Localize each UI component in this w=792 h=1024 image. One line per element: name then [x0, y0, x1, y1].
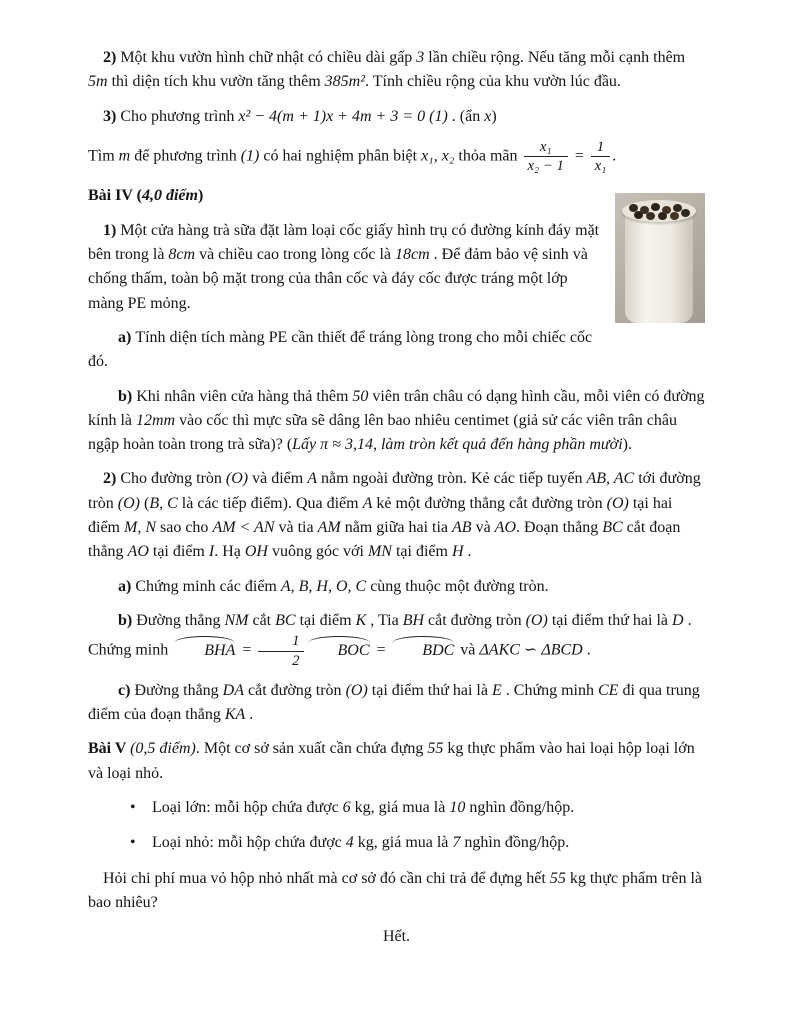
- text-run: (: [140, 494, 150, 512]
- text-run: cắt đường tròn: [244, 681, 346, 699]
- text-run: và điểm: [248, 470, 308, 488]
- angle-arc: BDC: [392, 639, 454, 663]
- text-run: để phương trình: [130, 147, 241, 165]
- text-run: . Tính chiều rộng của khu vườn lúc đầu.: [365, 73, 621, 91]
- text-run: cắt đường tròn: [424, 612, 526, 629]
- text-run: nằm ngoài đường tròn. Kẻ các tiếp tuyến: [317, 470, 587, 488]
- bullet-dot: •: [130, 798, 136, 816]
- text-run: 55: [427, 740, 444, 758]
- text-run: =: [569, 147, 589, 165]
- text-run: BC: [602, 519, 623, 537]
- text-run: viên trân châu có dạng hình cầu, mỗi viên có đường kính là: [88, 387, 705, 429]
- text-run: nghìn đồng/hộp.: [460, 834, 570, 852]
- text-run: K: [355, 612, 367, 629]
- fraction-numerator: 1: [258, 633, 303, 651]
- text-run: Cho phương trình: [120, 107, 239, 125]
- text-run: tại hai điểm: [88, 494, 673, 537]
- text-run: 18cm: [395, 245, 430, 263]
- item-label: 1): [103, 221, 121, 239]
- baiv-question: [88, 867, 705, 916]
- text-run: , Tia: [366, 612, 403, 629]
- text-run: 4: [345, 834, 354, 852]
- baiiv-1-cup: [88, 219, 705, 316]
- text-run: cùng thuộc một đường tròn.: [366, 577, 549, 595]
- text-run: và: [471, 519, 495, 537]
- fraction: [524, 139, 568, 174]
- text-run: (O): [525, 612, 548, 629]
- text-run: 8cm: [168, 245, 196, 263]
- text-run: .: [582, 641, 591, 659]
- text-run: .: [245, 706, 254, 723]
- text-run: NM: [224, 612, 249, 629]
- text-run: và chiều cao trong lòng cốc là: [195, 245, 395, 263]
- text-run: DA: [222, 681, 244, 699]
- text-run: và: [456, 641, 480, 659]
- item-label: b): [118, 387, 137, 405]
- tapioca-pearls: [629, 204, 638, 212]
- text-run: (1): [425, 107, 448, 125]
- fraction-denominator: x₁: [594, 158, 607, 175]
- text-run: tại điểm: [295, 612, 356, 629]
- text-run: Khi nhân viên cửa hàng thả thêm: [136, 387, 353, 405]
- text-run: π ≈ 3,14: [320, 436, 373, 454]
- text-run: x² − 4(m + 1)x + 4m + 3 = 0: [238, 107, 426, 125]
- text-run: Tính diện tích màng PE cần thiết để tráng lòng trong cho mỗi chiếc cốc đó.: [88, 328, 593, 371]
- baiiv-1b: [88, 385, 705, 458]
- item-label: 3): [103, 107, 121, 125]
- text-run: kg thực phẩm vào hai loại hộp loại lớn và loại nhỏ.: [88, 740, 695, 782]
- problem3-condition: [88, 139, 705, 174]
- text-run: BC: [275, 612, 296, 629]
- item-label: a): [118, 328, 136, 346]
- text-run: sao cho: [156, 519, 213, 537]
- text-run: Đường thẳng: [134, 681, 223, 699]
- text-run: .: [612, 147, 617, 165]
- text-run: là các tiếp điểm). Qua điểm: [177, 494, 363, 512]
- item-label: a): [118, 577, 136, 595]
- text-run: tại điểm thứ hai là: [367, 681, 492, 699]
- text-run: Loại lớn: mỗi hộp chứa được: [152, 798, 343, 816]
- text-run: Lấy: [292, 436, 321, 454]
- section-heading-bai-v: [88, 737, 705, 786]
- text-run: kg, giá mua là: [353, 834, 453, 852]
- text-run: AO: [494, 519, 516, 537]
- text-run: =: [237, 641, 257, 659]
- text-run: OH: [244, 543, 268, 561]
- text-run: A: [307, 470, 317, 488]
- text-run: A: [362, 494, 373, 512]
- bubble-tea-cup-photo: [615, 193, 705, 323]
- text-run: . Chứng minh: [501, 681, 598, 699]
- text-run: KA: [224, 706, 246, 723]
- text-run: Một khu vườn hình chữ nhật có chiều dài gấp: [120, 49, 417, 66]
- text-run: CE: [598, 681, 619, 699]
- text-run: E: [491, 681, 502, 699]
- text-run: x₁, x₂: [421, 147, 455, 165]
- text-run: . Chứng minh: [88, 612, 692, 659]
- problem2-garden: [88, 46, 705, 95]
- text-run: đi qua trung điểm của đoạn thẳng: [88, 681, 700, 723]
- baiiv-1a: [88, 326, 705, 375]
- text-run: D: [672, 612, 684, 629]
- text-run: tại điểm thứ hai là: [547, 612, 673, 629]
- end-marker: [88, 925, 705, 949]
- section-points: 4,0 điểm: [141, 187, 198, 205]
- text-run: 5m: [88, 73, 108, 91]
- fraction: [591, 139, 611, 174]
- section-heading-bai-iv: [88, 184, 705, 208]
- text-run: 10: [449, 798, 466, 816]
- text-run: nghìn đồng/hộp.: [465, 798, 575, 816]
- baiiv-2c: [88, 679, 705, 728]
- text-run: kg thực phẩm trên là bao nhiêu?: [88, 869, 703, 911]
- text-run: tới đường tròn: [88, 470, 701, 512]
- text-run: Hỏi chi phí mua vỏ hộp nhỏ nhất mà cơ sở đó cần chi trả để đựng hết: [103, 869, 550, 887]
- text-run: . (ẩn: [447, 107, 485, 125]
- text-run: Cho đường tròn: [120, 470, 226, 488]
- text-run: , làm tròn kết quả đến hàng phần mười: [372, 436, 623, 454]
- text-run: Đường thẳng: [136, 612, 225, 629]
- text-run: AB: [452, 519, 472, 537]
- angle-arc: BOC: [308, 639, 370, 663]
- text-run: x: [484, 107, 492, 125]
- text-run: (O): [117, 494, 140, 512]
- baiiv-2a: [88, 575, 705, 599]
- text-run: 55: [549, 869, 566, 887]
- text-run: 6: [342, 798, 351, 816]
- text-run: vuông góc với: [267, 543, 368, 561]
- section-title: Bài IV (: [88, 187, 142, 205]
- fraction-numerator: 1: [591, 139, 611, 157]
- text-run: và tia: [274, 519, 318, 537]
- text-run: nằm giữa hai tia: [340, 519, 453, 537]
- baiiv-2b: [88, 609, 705, 669]
- text-run: 7: [452, 834, 461, 852]
- text-run: 50: [352, 387, 369, 405]
- text-run: cắt đoạn thẳng: [88, 519, 681, 561]
- text-run: H: [451, 543, 464, 561]
- text-run: . Một cơ sở sản xuất cần chứa đựng: [195, 740, 428, 758]
- text-run: Một cửa hàng trà sữa đặt làm loại cốc giấy hình trụ có đường kính đáy mặt bên trong là: [88, 221, 600, 263]
- angle-arc: BHA: [174, 639, 235, 663]
- fraction-numerator: x₁: [524, 139, 568, 157]
- text-run: thì diện tích khu vườn tăng thêm: [107, 73, 325, 91]
- text-run: ΔAKC ∽ ΔBCD: [479, 641, 583, 659]
- cup-body: [625, 211, 693, 323]
- text-run: (1): [240, 147, 260, 165]
- baiiv-part1-block: [88, 219, 705, 385]
- fraction: [258, 633, 303, 668]
- text-run: . Hạ: [214, 543, 245, 561]
- text-run: MN: [367, 543, 392, 561]
- item-label: c): [118, 681, 135, 699]
- text-run: A, B, H, O, C: [280, 577, 367, 595]
- item-label: 2): [103, 49, 121, 66]
- text-run: . Để đảm bảo vệ sinh và chống thấm, toàn bộ mặt trong của thân cốc và đáy cốc được tráng một lớp màng PE mỏng.: [88, 245, 588, 312]
- text-run: ): [197, 187, 204, 205]
- text-run: (O): [606, 494, 629, 512]
- text-run: có hai nghiệm phân biệt: [259, 147, 422, 165]
- text-run: cắt: [248, 612, 276, 629]
- text-run: ): [491, 107, 497, 125]
- text-run: B, C: [149, 494, 178, 512]
- item-label: 2): [103, 470, 121, 488]
- text-run: Hết.: [382, 928, 411, 946]
- text-run: 12mm: [136, 411, 176, 429]
- text-run: .: [463, 543, 472, 561]
- text-run: AO: [127, 543, 149, 561]
- text-run: lần chiều rộng. Nếu tăng mỗi cạnh thêm: [424, 49, 686, 66]
- baiiv-2-circle: [88, 467, 705, 564]
- text-run: M, N: [124, 519, 156, 537]
- text-run: AB, AC: [586, 470, 635, 488]
- text-run: (O): [345, 681, 368, 699]
- text-run: =: [371, 641, 391, 659]
- text-run: Tìm: [88, 147, 119, 165]
- text-run: tại điểm: [391, 543, 452, 561]
- bullet-large-box: [88, 796, 705, 820]
- text-run: 3: [416, 49, 425, 66]
- text-run: 385m²: [324, 73, 366, 91]
- fraction-denominator: 2: [292, 652, 300, 669]
- section-points: (0,5 điểm): [130, 740, 196, 758]
- item-label: b): [118, 612, 137, 629]
- text-run: BH: [402, 612, 425, 629]
- text-run: kg, giá mua là: [350, 798, 450, 816]
- bullet-small-box: [88, 831, 705, 855]
- text-run: I: [208, 543, 215, 561]
- text-run: AM < AN: [212, 519, 275, 537]
- text-run: (O): [225, 470, 249, 488]
- text-run: tại điểm: [148, 543, 209, 561]
- section-title: Bài V: [88, 740, 131, 758]
- text-run: ).: [622, 436, 632, 454]
- fraction-denominator: x₂ − 1: [527, 158, 564, 175]
- bullet-dot: •: [130, 834, 136, 852]
- problem3-equation: [88, 105, 705, 129]
- text-run: AM: [317, 519, 341, 537]
- text-run: thỏa mãn: [454, 147, 522, 165]
- text-run: Chứng minh các điểm: [135, 577, 281, 595]
- text-run: Loại nhỏ: mỗi hộp chứa được: [152, 834, 346, 852]
- text-run: . Đoạn thẳng: [516, 519, 603, 537]
- text-run: vào cốc thì mực sữa sẽ dâng lên bao nhiêu centimet (giả sử các viên trân châu ngập hoàn toàn trong trà sữa)? (: [88, 411, 677, 454]
- text-run: kẻ một đường thẳng cắt đường tròn: [372, 494, 607, 512]
- text-run: m: [118, 147, 131, 165]
